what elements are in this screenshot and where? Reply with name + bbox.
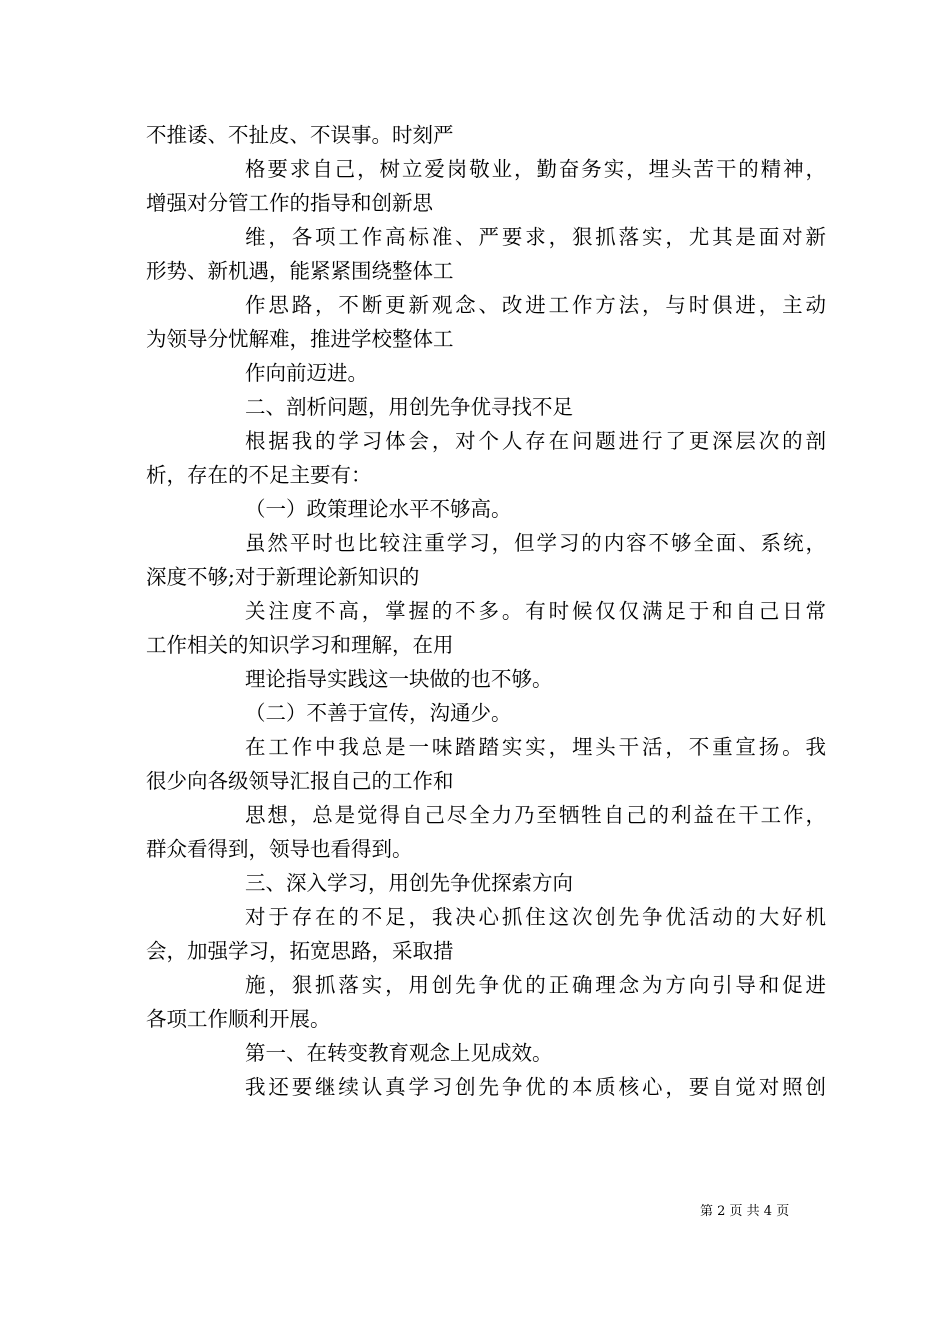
text-line: 深度不够;对于新理论新知识的 bbox=[146, 565, 420, 589]
text-line: 对于存在的不足，我决心抓住这次创先争优活动的大好机 bbox=[245, 905, 826, 929]
text-line: 施，狠抓落实，用创先争优的正确理念为方向引导和促进 bbox=[245, 973, 826, 997]
text-line: 根据我的学习体会，对个人存在问题进行了更深层次的剖 bbox=[245, 429, 826, 453]
text-line: 增强对分管工作的指导和创新思 bbox=[146, 191, 433, 215]
text-line: 作思路，不断更新观念、改进工作方法，与时俱进，主动 bbox=[245, 293, 826, 317]
text-line: 我还要继续认真学习创先争优的本质核心，要自觉对照创 bbox=[245, 1075, 826, 1099]
text-line: 形势、新机遇，能紧紧围绕整体工 bbox=[146, 259, 454, 283]
text-line: 三、深入学习，用创先争优探索方向 bbox=[245, 871, 573, 895]
text-line: 虽然平时也比较注重学习，但学习的内容不够全面、系统， bbox=[245, 531, 826, 555]
text-line: 为领导分忧解难，推进学校整体工 bbox=[146, 327, 454, 351]
text-line: 格要求自己，树立爱岗敬业，勤奋务实，埋头苦干的精神， bbox=[245, 157, 826, 181]
text-line: 第一、在转变教育观念上见成效。 bbox=[245, 1041, 553, 1065]
text-line: 维，各项工作高标准、严要求，狠抓落实，尤其是面对新 bbox=[245, 225, 826, 249]
text-line: 理论指导实践这一块做的也不够。 bbox=[245, 667, 553, 691]
text-line: 群众看得到，领导也看得到。 bbox=[146, 837, 413, 861]
text-line: （一）政策理论水平不够高。 bbox=[245, 497, 512, 521]
page-number-footer: 第 2 页 共 4 页 bbox=[700, 1204, 790, 1219]
text-line: 二、剖析问题，用创先争优寻找不足 bbox=[245, 395, 573, 419]
text-line: 很少向各级领导汇报自己的工作和 bbox=[146, 769, 454, 793]
text-line: 工作相关的知识学习和理解，在用 bbox=[146, 633, 454, 657]
text-line: （二）不善于宣传，沟通少。 bbox=[245, 701, 512, 725]
text-line: 不推诿、不扯皮、不误事。时刻严 bbox=[146, 123, 454, 147]
text-line: 析，存在的不足主要有： bbox=[146, 463, 372, 487]
text-line: 在工作中我总是一味踏踏实实，埋头干活，不重宣扬。我 bbox=[245, 735, 826, 759]
text-line: 会，加强学习，拓宽思路，采取措 bbox=[146, 939, 454, 963]
document-body bbox=[146, 118, 826, 1104]
text-line: 各项工作顺利开展。 bbox=[146, 1007, 331, 1031]
text-line: 关注度不高，掌握的不多。有时候仅仅满足于和自己日常 bbox=[245, 599, 826, 623]
text-line: 思想，总是觉得自己尽全力乃至牺牲自己的利益在干工作， bbox=[245, 803, 826, 827]
text-line: 作向前迈进。 bbox=[245, 361, 368, 385]
